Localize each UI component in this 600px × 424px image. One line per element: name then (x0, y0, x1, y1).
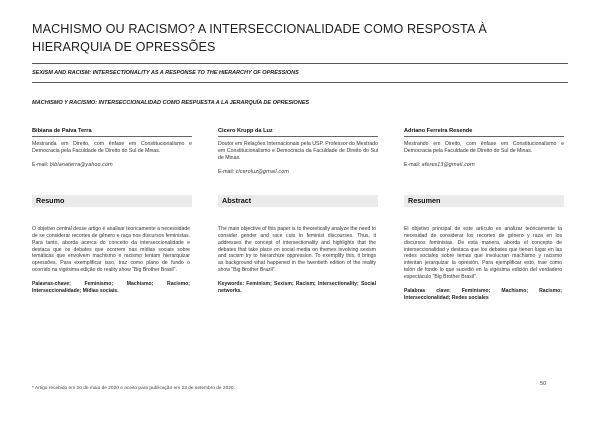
resumo-body (32, 226, 190, 295)
subtitle-rule (32, 82, 568, 83)
author-divider (32, 136, 192, 137)
email-label: E-mail: (404, 161, 421, 168)
email-address[interactable]: ciceroluz@gmail.com (235, 168, 290, 175)
abstract-body (218, 226, 376, 295)
abstract-keywords: Keywords: Feminism; Sexism; Racism; Intersectionality; Social networks. (218, 280, 376, 294)
author-name: Cicero Krupp da Luz (218, 128, 273, 134)
subtitle-english: SEXISM AND RACISM: INTERSECTIONALITY AS A RESPONSE TO THE HIERARCHY OF OPRESSIONS (32, 70, 299, 76)
author-divider (218, 136, 378, 137)
author-affiliation: Doutor em Relações Internacionais pela USP. Professor do Mestrado em Constitucionalismo e Democracia da Faculdade de Direito do Sul de Minas. (218, 141, 378, 161)
abstract-text: The main objective of this paper is to theoretically analyze the need to consider gender and race cuts in feminist discourses. Thus, it addresses the concept of intersectionality and highlights that the debates that take place on social media on themes involving sexism and racism try to hierarchize oppression. To exemplify this, it brings as background what happened in the twentieth edition of the reality show "Big Brother Brazil". (218, 226, 376, 274)
title-rule (32, 63, 568, 64)
footnote: * Artigo recebido em 20 de maio de 2020 e aceito para publicação em 23 de setembro de 2020. (32, 386, 235, 391)
article-title (32, 20, 572, 56)
resumen-body (404, 226, 562, 301)
resumo-text: O objetivo central desse artigo é analisar teoricamente a necessidade de se considerar recortes de gênero e raça nos discursos feministas. Para tanto, aborda acerca do conceito da interseccionalidade e destaca que os debates que ocorrem nas mídias sociais sobre temáticas que envolvem machismo e racismo tentam hierarquizar opressões. Para exemplificar isso, traz como plano de fundo o ocorrido na vigésima edição do reality show "Big Brother Brasil". (32, 226, 190, 274)
resumen-heading: Resumen (404, 195, 564, 207)
email-address[interactable]: bibianaterra@yahoo.com (49, 161, 113, 168)
resumen-keywords: Palabras clave: Feminismo; Machismo; Racismo; Interseccionalidad; Redes sociales (404, 287, 562, 301)
page-number: 50 (540, 381, 547, 387)
author-block (404, 128, 564, 168)
author-email (218, 169, 378, 175)
email-address[interactable]: aferes13@gmail.com (421, 161, 475, 168)
author-name: Bibiana de Paiva Terra (32, 128, 92, 134)
email-label: E-mail: (218, 168, 235, 175)
author-affiliation: Mestranda em Direito, com ênfase em Constitucionalismo e Democracia pela Faculdade de Direito do Sul de Minas. (32, 141, 192, 154)
author-block (218, 128, 378, 175)
resumo-keywords: Palavras-chave: Feminismo; Machismo; Racismo; Interseccionalidade; Mídias sociais. (32, 280, 190, 294)
author-email (404, 162, 564, 168)
author-block (32, 128, 192, 168)
title-line-1: MACHISMO OU RACISMO? A INTERSECCIONALIDADE COMO RESPOSTA À (32, 22, 487, 36)
author-name: Adriano Ferreira Resende (404, 128, 473, 134)
title-line-2: HIERARQUIA DE OPRESSÕES (32, 40, 216, 54)
author-divider (404, 136, 564, 137)
resumen-text: El objetivo principal de este artículo es analizar teóricamente la necesidad de considerar los recortes de género y raza en los discursos feministas. De esta manera, aborda el concepto de interseccionalidad y destaca que los debates que tienen lugar en las redes sociales sobre temas que involucran machismo y racismo intentan jerarquizar la opresión. Para ejemplificar esto, trae como telón de fondo lo que sucedió en la vigésima edición del verdadero espectáculo "Big Brother Brasil". (404, 226, 562, 280)
subtitle-spanish: MACHISMO Y RACISMO: INTERSECCIONALIDAD COMO RESPUESTA A LA JERARQUÍA DE OPRESIONES (32, 100, 310, 106)
email-label: E-mail: (32, 161, 49, 168)
author-affiliation: Mestrando em Direito, com ênfase em Constitucionalismo e Democracia pela Faculdade de Direito do Sul de Minas. (404, 141, 564, 154)
author-email (32, 162, 192, 168)
abstract-heading: Abstract (218, 195, 378, 207)
resumo-heading: Resumo (32, 195, 192, 207)
